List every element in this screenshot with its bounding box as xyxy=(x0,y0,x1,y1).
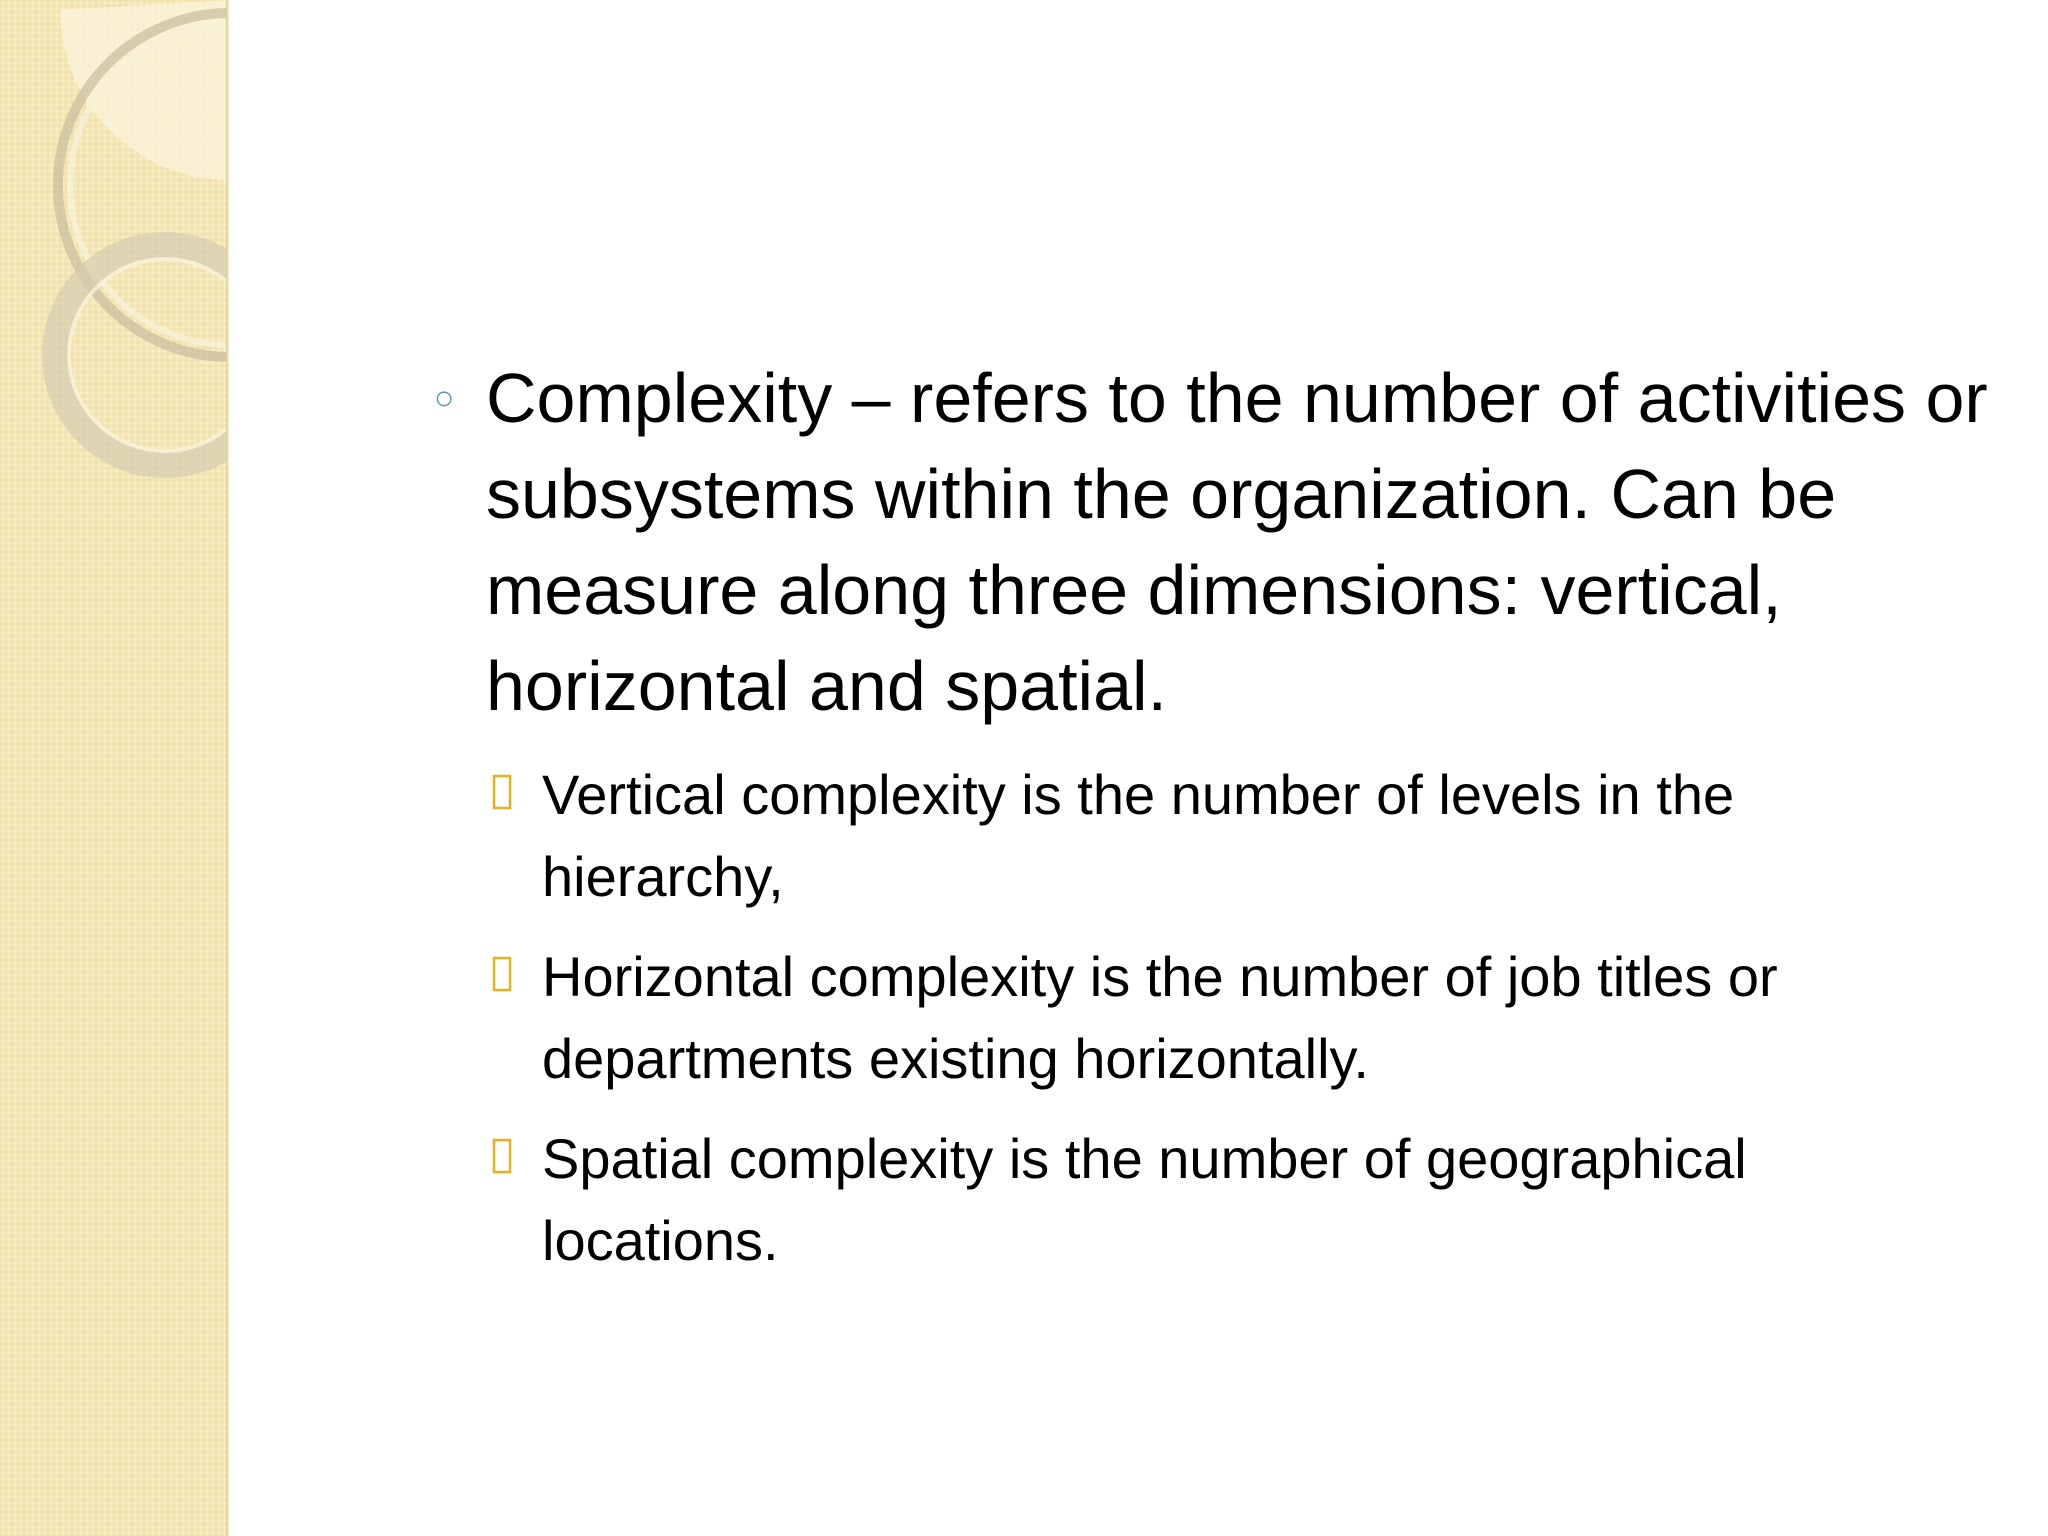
sub-bullet-vertical-text: Vertical complexity is the number of levels in the hierarchy, xyxy=(542,763,1735,908)
open-circle-bullet-icon: ○ xyxy=(434,379,455,417)
sub-bullet-vertical xyxy=(430,754,1990,918)
bullet-complexity-text: Complexity – refers to the number of activities or subsystems within the organization. Can be measure along three dimensions: vertical, horizontal and spatial. xyxy=(486,359,1988,725)
sub-bullet-horizontal-text: Horizontal complexity is the number of job titles or departments existing horizontally. xyxy=(542,945,1778,1090)
sub-bullet-spatial xyxy=(430,1118,1990,1282)
sub-bullet-spatial-text: Spatial complexity is the number of geographical locations. xyxy=(542,1127,1747,1272)
slide-content xyxy=(430,350,1990,1300)
square-outline-bullet-icon xyxy=(492,956,512,992)
sub-bullet-horizontal xyxy=(430,936,1990,1100)
square-outline-bullet-icon xyxy=(492,774,512,810)
square-outline-bullet-icon xyxy=(492,1138,512,1174)
decorative-rings-icon xyxy=(0,0,229,520)
bullet-complexity xyxy=(430,350,1990,734)
